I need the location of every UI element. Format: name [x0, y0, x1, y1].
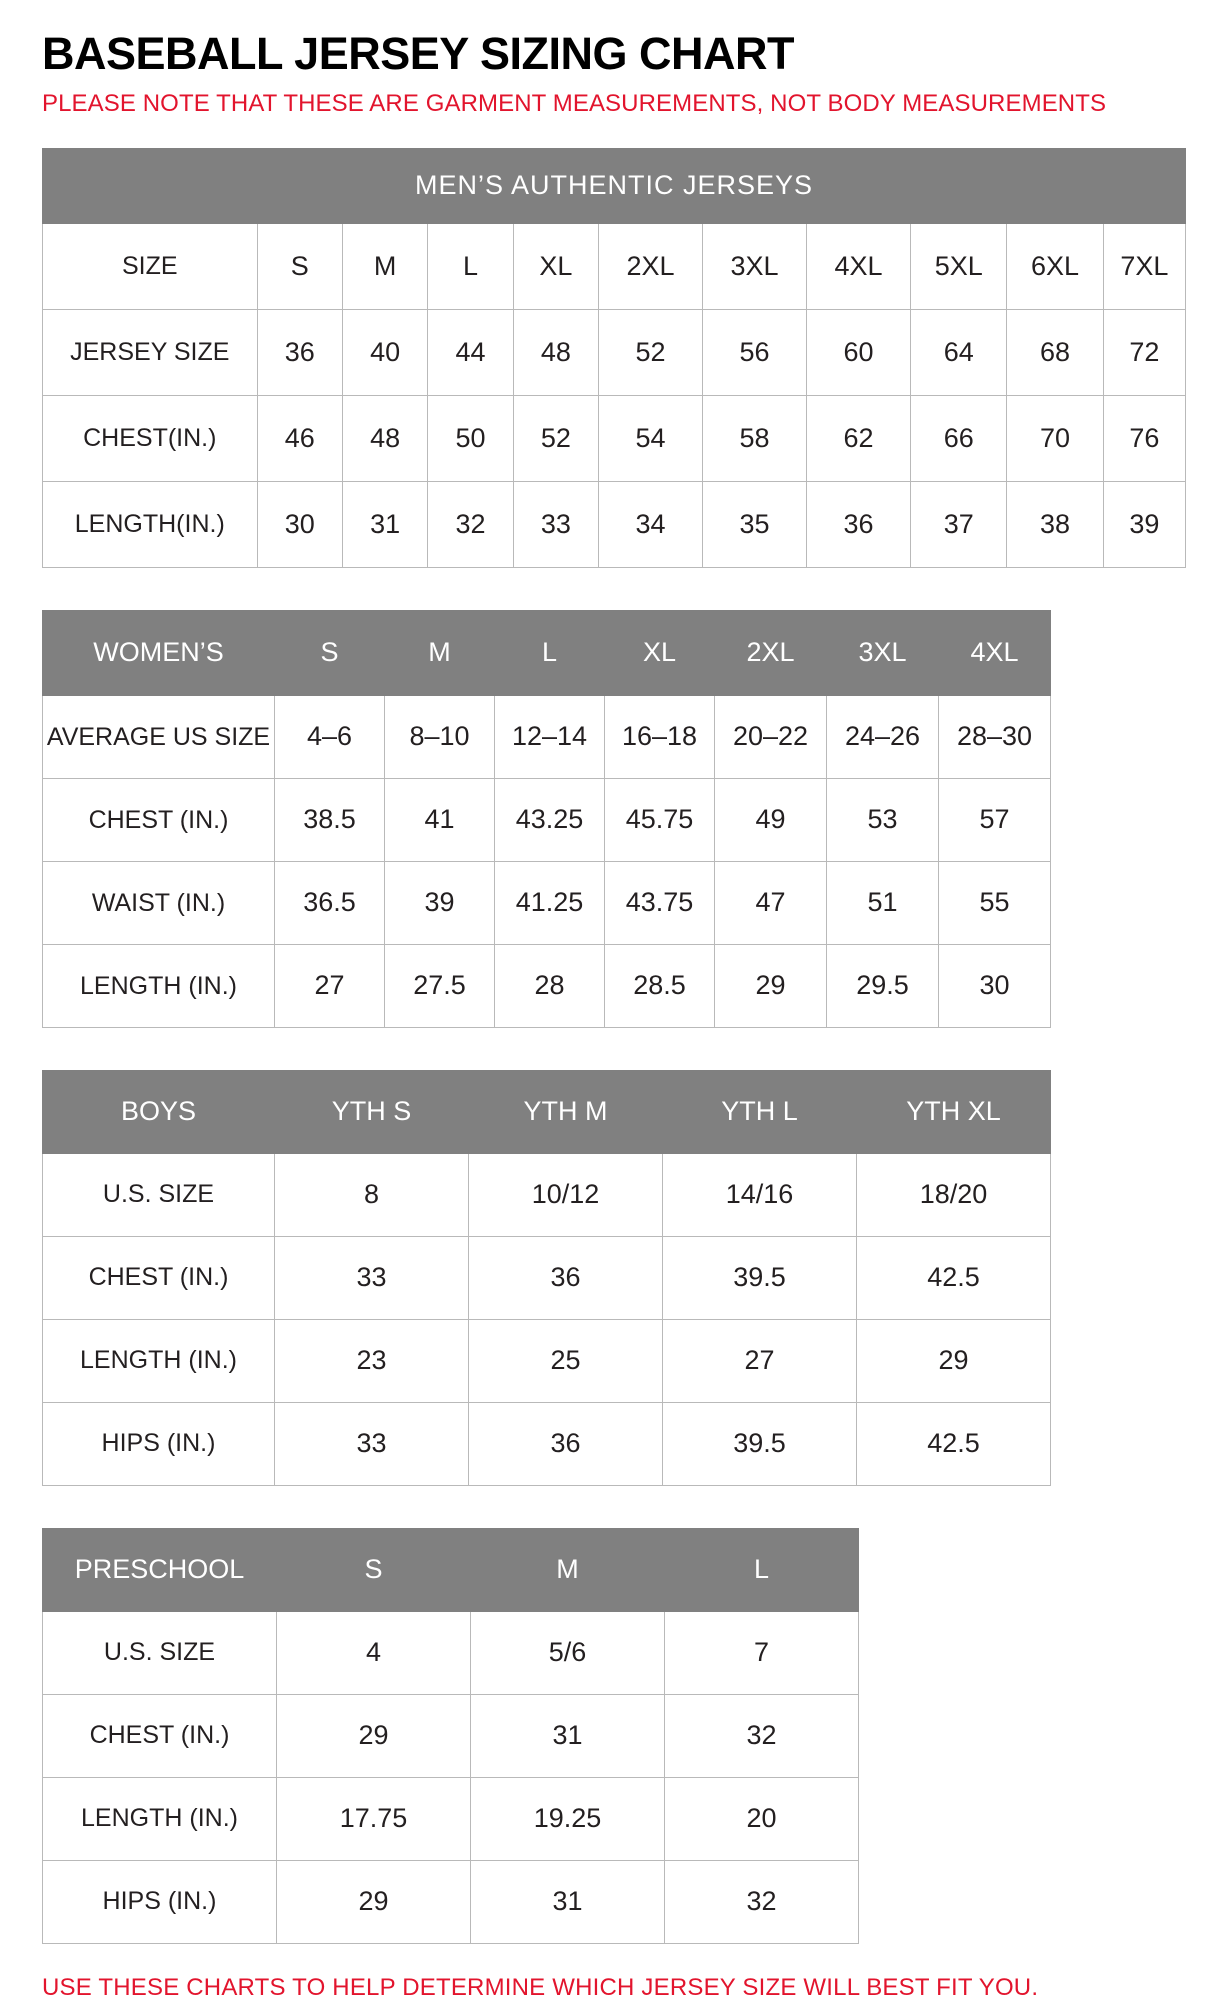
cell: 19.25	[471, 1777, 665, 1860]
cell: 36	[257, 309, 342, 395]
table-row	[43, 1236, 1051, 1319]
cell: 42.5	[857, 1402, 1051, 1485]
cell: 42.5	[857, 1236, 1051, 1319]
cell: M	[342, 223, 427, 309]
cell: 38	[1007, 481, 1103, 567]
row-label: HIPS (IN.)	[43, 1860, 277, 1943]
cell: 29	[277, 1694, 471, 1777]
row-label: LENGTH (IN.)	[43, 1319, 275, 1402]
row-label: CHEST (IN.)	[43, 778, 275, 861]
cell: 36	[469, 1236, 663, 1319]
cell: 6XL	[1007, 223, 1103, 309]
cell: 44	[428, 309, 513, 395]
cell: 70	[1007, 395, 1103, 481]
cell: 64	[911, 309, 1007, 395]
cell: 49	[715, 778, 827, 861]
cell: 29	[857, 1319, 1051, 1402]
cell: 29	[715, 944, 827, 1027]
cell: 36	[469, 1402, 663, 1485]
row-label: AVERAGE US SIZE	[43, 695, 275, 778]
cell: 43.75	[605, 861, 715, 944]
cell: 7XL	[1103, 223, 1185, 309]
cell: 58	[703, 395, 807, 481]
column-header: L	[665, 1528, 859, 1611]
cell: 28	[495, 944, 605, 1027]
column-header: 3XL	[827, 610, 939, 695]
table-row	[43, 1777, 859, 1860]
cell: 72	[1103, 309, 1185, 395]
cell: 23	[275, 1319, 469, 1402]
cell: 18/20	[857, 1153, 1051, 1236]
column-header: YTH M	[469, 1070, 663, 1153]
cell: 10/12	[469, 1153, 663, 1236]
row-label: SIZE	[43, 223, 258, 309]
cell: 27	[663, 1319, 857, 1402]
mens-banner: MEN’S AUTHENTIC JERSEYS	[43, 148, 1186, 223]
cell: 34	[599, 481, 703, 567]
table-row	[43, 1694, 859, 1777]
table-row	[43, 861, 1051, 944]
cell: 32	[428, 481, 513, 567]
column-header: YTH L	[663, 1070, 857, 1153]
cell: S	[257, 223, 342, 309]
preschool-header-label: PRESCHOOL	[43, 1528, 277, 1611]
cell: 14/16	[663, 1153, 857, 1236]
cell: 7	[665, 1611, 859, 1694]
cell: 41	[385, 778, 495, 861]
cell: 33	[275, 1236, 469, 1319]
cell: 52	[513, 395, 598, 481]
cell: 45.75	[605, 778, 715, 861]
cell: 16–18	[605, 695, 715, 778]
cell: 4–6	[275, 695, 385, 778]
boys-header-label: BOYS	[43, 1070, 275, 1153]
table-row	[43, 1402, 1051, 1485]
table-row	[43, 695, 1051, 778]
cell: 30	[257, 481, 342, 567]
row-label: CHEST(IN.)	[43, 395, 258, 481]
cell: 3XL	[703, 223, 807, 309]
cell: 27.5	[385, 944, 495, 1027]
cell: 48	[513, 309, 598, 395]
cell: 35	[703, 481, 807, 567]
cell: 24–26	[827, 695, 939, 778]
row-label: LENGTH (IN.)	[43, 944, 275, 1027]
table-row	[43, 944, 1051, 1027]
cell: 47	[715, 861, 827, 944]
cell: 25	[469, 1319, 663, 1402]
cell: 68	[1007, 309, 1103, 395]
row-label: CHEST (IN.)	[43, 1236, 275, 1319]
cell: 66	[911, 395, 1007, 481]
table-row	[43, 309, 1186, 395]
cell: 8–10	[385, 695, 495, 778]
cell: 41.25	[495, 861, 605, 944]
row-label: JERSEY SIZE	[43, 309, 258, 395]
row-label: LENGTH(IN.)	[43, 481, 258, 567]
cell: 2XL	[599, 223, 703, 309]
cell: 39	[1103, 481, 1185, 567]
cell: 53	[827, 778, 939, 861]
cell: 33	[513, 481, 598, 567]
table-banner-row	[43, 148, 1186, 223]
cell: 38.5	[275, 778, 385, 861]
cell: 5/6	[471, 1611, 665, 1694]
cell: 32	[665, 1694, 859, 1777]
column-header: S	[277, 1528, 471, 1611]
table-row	[43, 778, 1051, 861]
cell: 32	[665, 1860, 859, 1943]
table-header-row	[43, 1528, 859, 1611]
column-header: 4XL	[939, 610, 1051, 695]
cell: 4	[277, 1611, 471, 1694]
column-header: YTH S	[275, 1070, 469, 1153]
cell: 17.75	[277, 1777, 471, 1860]
womens-header-label: WOMEN’S	[43, 610, 275, 695]
cell: 29.5	[827, 944, 939, 1027]
row-label: HIPS (IN.)	[43, 1402, 275, 1485]
cell: 36.5	[275, 861, 385, 944]
cell: 5XL	[911, 223, 1007, 309]
column-header: S	[275, 610, 385, 695]
cell: 52	[599, 309, 703, 395]
table-row	[43, 395, 1186, 481]
cell: 39	[385, 861, 495, 944]
column-header: XL	[605, 610, 715, 695]
table-row	[43, 223, 1186, 309]
cell: 12–14	[495, 695, 605, 778]
cell: 50	[428, 395, 513, 481]
cell: 8	[275, 1153, 469, 1236]
cell: 51	[827, 861, 939, 944]
cell: 29	[277, 1860, 471, 1943]
cell: 62	[807, 395, 911, 481]
cell: 30	[939, 944, 1051, 1027]
column-header: M	[471, 1528, 665, 1611]
cell: 48	[342, 395, 427, 481]
footer-note: USE THESE CHARTS TO HELP DETERMINE WHICH JERSEY SIZE WILL BEST FIT YOU.	[42, 1973, 1039, 2001]
page-title: BASEBALL JERSEY SIZING CHART	[42, 28, 794, 79]
cell: 33	[275, 1402, 469, 1485]
cell: 31	[471, 1694, 665, 1777]
cell: 31	[471, 1860, 665, 1943]
womens-sizing-table	[42, 610, 1051, 1028]
row-label: WAIST (IN.)	[43, 861, 275, 944]
row-label: U.S. SIZE	[43, 1611, 277, 1694]
row-label: LENGTH (IN.)	[43, 1777, 277, 1860]
cell: 20	[665, 1777, 859, 1860]
cell: L	[428, 223, 513, 309]
cell: 39.5	[663, 1402, 857, 1485]
table-header-row	[43, 610, 1051, 695]
cell: 43.25	[495, 778, 605, 861]
cell: 31	[342, 481, 427, 567]
cell: 37	[911, 481, 1007, 567]
table-row	[43, 1611, 859, 1694]
cell: 28.5	[605, 944, 715, 1027]
cell: 36	[807, 481, 911, 567]
boys-sizing-table	[42, 1070, 1051, 1486]
cell: 54	[599, 395, 703, 481]
mens-sizing-table	[42, 148, 1186, 568]
column-header: YTH XL	[857, 1070, 1051, 1153]
cell: 76	[1103, 395, 1185, 481]
cell: 4XL	[807, 223, 911, 309]
cell: XL	[513, 223, 598, 309]
row-label: U.S. SIZE	[43, 1153, 275, 1236]
cell: 27	[275, 944, 385, 1027]
preschool-sizing-table	[42, 1528, 859, 1944]
cell: 20–22	[715, 695, 827, 778]
cell: 57	[939, 778, 1051, 861]
cell: 40	[342, 309, 427, 395]
column-header: M	[385, 610, 495, 695]
cell: 60	[807, 309, 911, 395]
row-label: CHEST (IN.)	[43, 1694, 277, 1777]
cell: 46	[257, 395, 342, 481]
measurement-note: PLEASE NOTE THAT THESE ARE GARMENT MEASUREMENTS, NOT BODY MEASUREMENTS	[42, 90, 1107, 118]
cell: 56	[703, 309, 807, 395]
table-row	[43, 1153, 1051, 1236]
column-header: L	[495, 610, 605, 695]
table-header-row	[43, 1070, 1051, 1153]
table-row	[43, 481, 1186, 567]
cell: 28–30	[939, 695, 1051, 778]
cell: 55	[939, 861, 1051, 944]
column-header: 2XL	[715, 610, 827, 695]
cell: 39.5	[663, 1236, 857, 1319]
table-row	[43, 1319, 1051, 1402]
table-row	[43, 1860, 859, 1943]
